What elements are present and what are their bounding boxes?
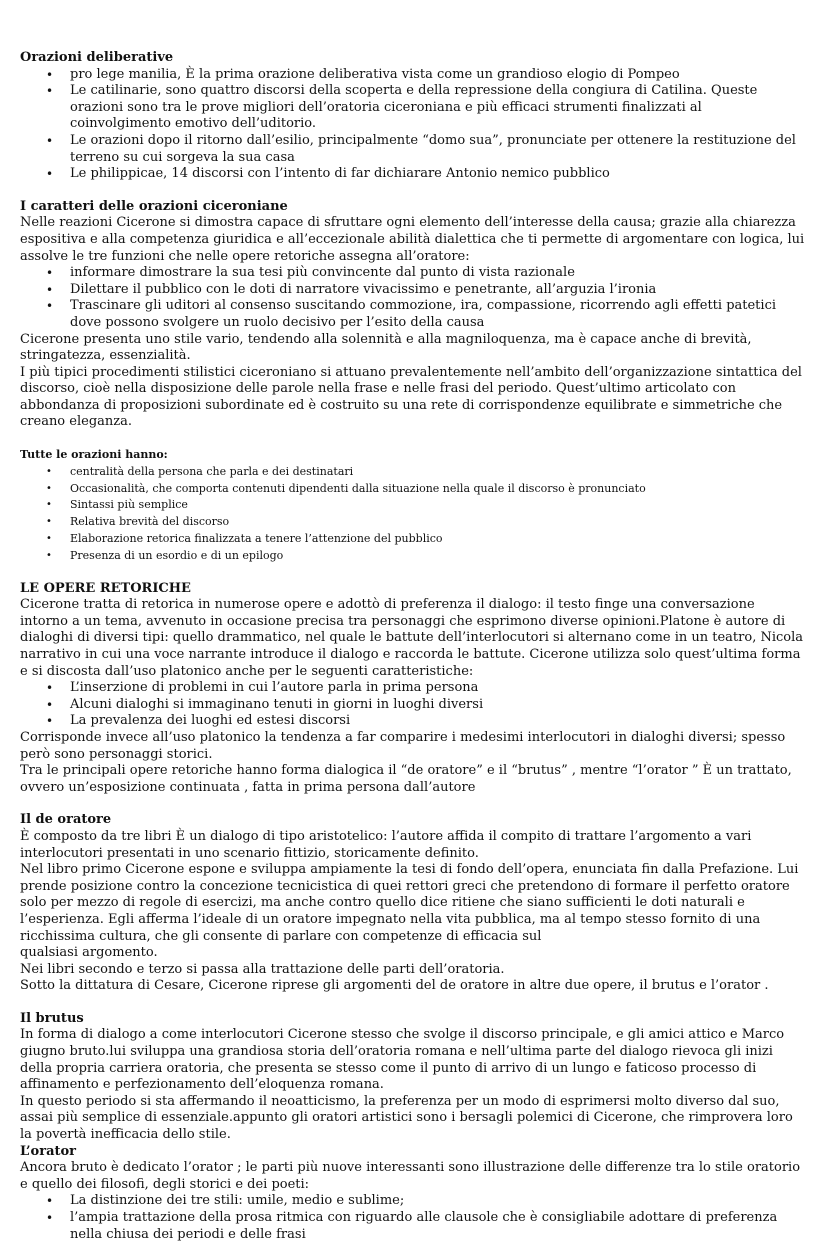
spacer xyxy=(20,565,806,581)
list-item: • Dilettare il pubblico con le doti di narratore vivacissimo e penetrante, all’arguzia l’ironia xyxy=(70,282,806,299)
paragraph: È composto da tre libri È un dialogo di tipo aristotelico: l’autore affida il compito di trattare l’argomento a vari interlocutori presentati in uno scenario fittizio, storicamente definito. xyxy=(20,828,752,861)
section-brutus xyxy=(20,1011,806,1144)
spacer xyxy=(20,796,806,812)
spacer xyxy=(20,431,806,447)
paragraph: In questo periodo si sta affermando il neoatticismo, la preferenza per un modo di esprimersi molto diverso dal suo, assai più semplice di essenziale.appunto gli oratori artistici sono i bersagli polemici di Cicerone, che rimprovera loro la povertà inefficacia dello stile. xyxy=(20,1093,793,1143)
list-item: • Trascinare gli uditori al consenso suscitando commozione, ira, compassione, ricorrendo agli effetti patetici dove possono svolgere un ruolo decisivo per l’esito della causa xyxy=(70,298,806,331)
section-tutte-le-orazioni xyxy=(20,447,806,565)
section-de-oratore xyxy=(20,812,806,995)
section-orazioni-deliberative xyxy=(20,50,806,183)
paragraph: Corrisponde invece all’uso platonico la tendenza a far comparire i medesimi interlocutori in dialoghi diversi; spesso però sono personaggi storici. xyxy=(20,729,786,762)
list-item: • Relativa brevità del discorso xyxy=(70,514,806,531)
section-heading: Orazioni deliberative xyxy=(20,50,174,65)
section-heading: I caratteri delle orazioni ciceroniane xyxy=(20,198,288,214)
list-item: • Le philippicae, 14 discorsi con l’intento di far dichiarare Antonio nemico pubblico xyxy=(70,166,806,183)
paragraph: Ancora bruto è dedicato l’orator ; le parti più nuove interessanti sono illustrazione delle differenze tra lo stile oratorio e quello dei filosofi, degli storici e dei poeti: xyxy=(20,1160,801,1192)
section-orator xyxy=(20,1144,806,1243)
paragraph: qualsiasi argomento. xyxy=(20,945,158,961)
list-item: • l’ampia trattazione della prosa ritmica con riguardo alle clausole che è consigliabile adottare di preferenza nella chiusa dei periodi e delle frasi xyxy=(70,1210,806,1243)
list-item: • Sintassi più semplice xyxy=(70,497,806,514)
section-heading: L’orator xyxy=(20,1143,77,1159)
list-item: • Alcuni dialoghi si immaginano tenuti in giorni in luoghi diversi xyxy=(70,697,806,714)
bullet-list xyxy=(20,67,806,183)
list-item: • Presenza di un esordio e di un epilogo xyxy=(70,548,806,565)
list-item: • L’inserzione di problemi in cui l’autore parla in prima persona xyxy=(70,680,806,697)
bullet-list xyxy=(20,265,806,331)
paragraph: Cicerone presenta uno stile vario, tendendo alla solennità e alla magniloquenza, ma è capace anche di brevità, stringatezza, essenzialità. xyxy=(20,331,752,364)
list-item: • pro lege manilia, È la prima orazione deliberativa vista come un grandioso elogio di Pompeo xyxy=(70,67,806,84)
paragraph: Tra le principali opere retoriche hanno forma dialogica il “de oratore” e il “brutus” , mentre “l’orator ” È un trattato, ovvero un’esposizione continuata , fatta in prima persona dall’autore xyxy=(20,763,792,795)
paragraph: Nelle reazioni Cicerone si dimostra capace di sfruttare ogni elemento dell’interesse della causa; grazie alla chiarezza espositiva e alla competenza giuridica e all’eccezionale abilità dialettica che ti permette di argomentare con logica, lui assolve le tre funzioni che nelle opere retoriche assegna all’oratore: xyxy=(20,215,805,264)
list-item: • La distinzione dei tre stili: umile, medio e sublime; xyxy=(70,1193,806,1210)
section-heading: Il de oratore xyxy=(20,812,112,828)
paragraph: In forma di dialogo a come interlocutori Cicerone stesso che svolge il discorso principale, e gli amici attico e Marco giugno bruto.lui sviluppa una grandiosa storia dell’oratoria romana e nell’ultima parte del dialogo rievoca gli inizi della propria carriera oratoria, che presenta se stesso come il punto di arrivo di un lungo e faticoso processo di affinamento e perfezionamento dell’eloquenza romana. xyxy=(20,1027,785,1093)
section-caratteri xyxy=(20,199,806,431)
list-item: • La prevalenza dei luoghi ed estesi discorsi xyxy=(70,713,806,730)
list-item: • centralità della persona che parla e dei destinatari xyxy=(70,464,806,481)
list-item: • Le catilinarie, sono quattro discorsi della scoperta e della repressione della congiura di Catilina. Queste orazioni sono tra le prove migliori dell’oratoria ciceroniana e più efficaci strumenti finalizzati al coinvolgimento emotivo dell’uditorio. xyxy=(70,83,806,133)
paragraph: Sotto la dittatura di Cesare, Cicerone riprese gli argomenti del de oratore in altre due opere, il brutus e l’orator . xyxy=(20,978,769,994)
list-item: • informare dimostrare la sua tesi più convincente dal punto di vista razionale xyxy=(70,265,806,282)
list-item: • Le orazioni dopo il ritorno dall’esilio, principalmente “domo sua”, pronunciate per ottenere la restituzione del terreno su cui sorgeva la sua casa xyxy=(70,133,806,166)
list-item: • Elaborazione retorica finalizzata a tenere l’attenzione del pubblico xyxy=(70,531,806,548)
paragraph: I più tipici procedimenti stilistici ciceroniano si attuano prevalentemente nell’ambito dell’organizzazione sintattica del discorso, cioè nella disposizione delle parole nella frase e nelle frasi del periodo. Quest’ultimo articolato con abbondanza di proposizioni subordinate ed è costruito su una rete di corrispondenze equilibrate e simmetriche che creano eleganza. xyxy=(20,364,802,430)
section-opere-retoriche xyxy=(20,581,806,797)
spacer xyxy=(20,183,806,199)
section-heading: Tutte le orazioni hanno: xyxy=(20,448,168,462)
bullet-list xyxy=(20,464,806,565)
bullet-list xyxy=(20,1193,806,1243)
bullet-list xyxy=(20,680,806,730)
paragraph: Cicerone tratta di retorica in numerose opere e adottò di preferenza il dialogo: il testo finge una conversazione intorno a un tema, avvenuto in occasione precisa tra personaggi che esprimono diverse opinioni.Platone è autore di dialoghi di diversi tipi: quello drammatico, nel quale le battute dell’interlocutori si alternano come in un teatro, Nicola narrativo in cui una voce narrante introduce il dialogo e raccorda le battute. Cicerone utilizza solo quest’ultima forma e si discosta dall’uso platonico anche per le seguenti caratteristiche: xyxy=(20,597,804,679)
list-item: • Occasionalità, che comporta contenuti dipendenti dalla situazione nella quale il discorso è pronunciato xyxy=(70,481,806,498)
paragraph: Nei libri secondo e terzo si passa alla trattazione delle parti dell’oratoria. xyxy=(20,961,505,977)
paragraph: Nel libro primo Cicerone espone e sviluppa ampiamente la tesi di fondo dell’opera, enunciata fin dalla Prefazione. Lui prende posizione contro la concezione tecnicistica di quei rettori greci che pretendono di formare il perfetto oratore solo per mezzo di regole di esercizi, ma anche contro quello dice ritiene che siano sufficienti le doti naturali e l’esperienza. Egli afferma l’ideale di un oratore impegnato nella vita pubblica, ma al tempo stesso fornito di una ricchissima cultura, che gli consente di parlare con competenze di efficacia sul xyxy=(20,862,799,944)
section-heading: LE OPERE RETORICHE xyxy=(20,580,191,596)
section-heading: Il brutus xyxy=(20,1010,84,1026)
spacer xyxy=(20,995,806,1011)
